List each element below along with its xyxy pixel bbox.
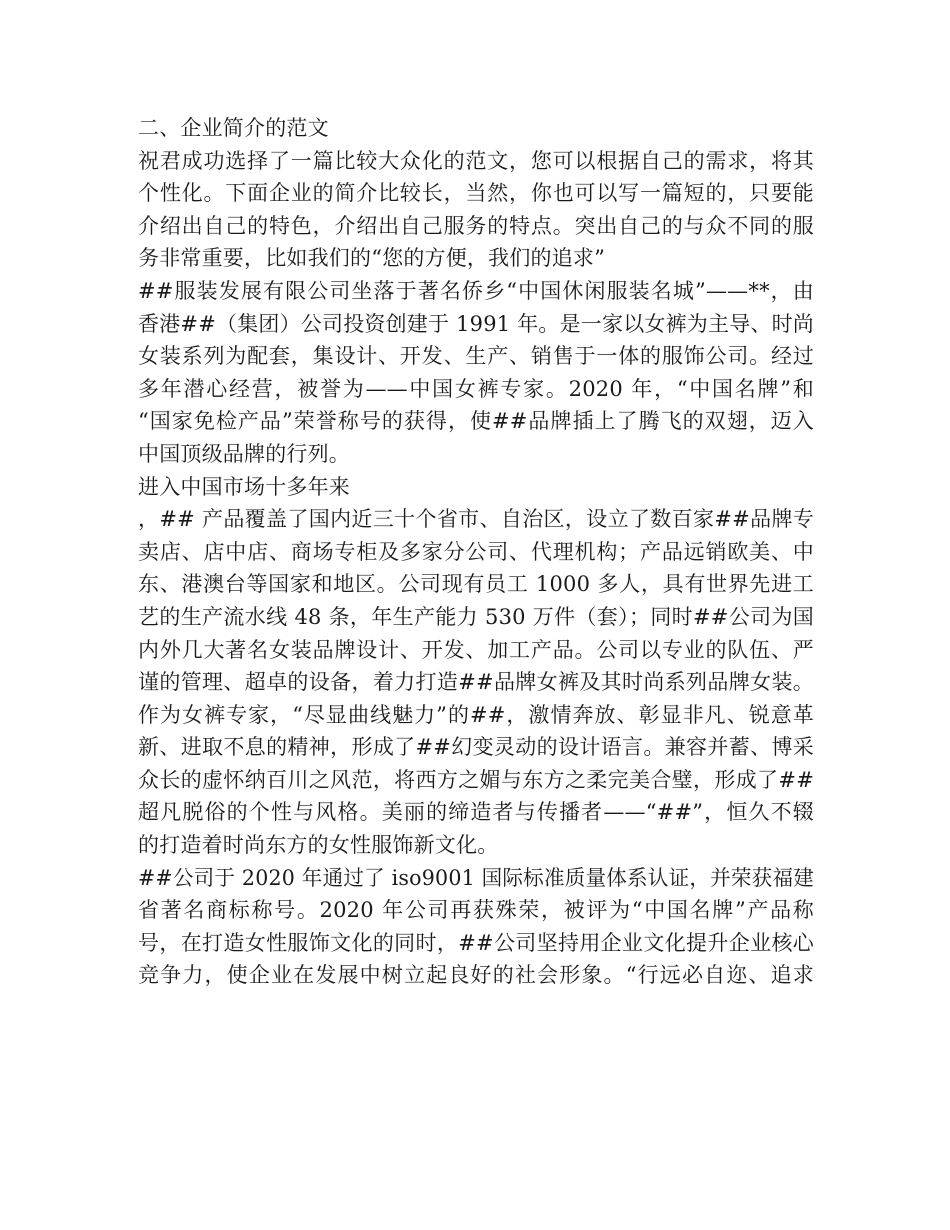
text-line: 号，在打造女性服饰文化的同时，##公司坚持用企业文化提升企业核心: [138, 930, 814, 955]
text-line: “国家免检产品”荣誉称号的获得，使##品牌插上了腾飞的双翅，迈入: [138, 409, 814, 434]
text-line: 东、港澳台等国家和地区。公司现有员工 1000 多人，具有世界先进工: [138, 572, 814, 597]
document-body: [138, 112, 814, 992]
text-line: ##服装发展有限公司坐落于著名侨乡“中国休闲服装名城”——**，由: [138, 278, 814, 303]
text-line: 艺的生产流水线 48 条，年生产能力 530 万件（套）；同时##公司为国: [138, 604, 814, 629]
text-line: ##公司于 2020 年通过了 iso9001 国际标准质量体系认证，并荣获福建: [138, 865, 814, 890]
text-line: 谨的管理、超卓的设备，着力打造##品牌女裤及其时尚系列品牌女装。: [138, 670, 814, 695]
text-line: 祝君成功选择了一篇比较大众化的范文，您可以根据自己的需求，将其: [138, 148, 814, 173]
text-line: ，## 产品覆盖了国内近三十个省市、自治区，设立了数百家##品牌专: [138, 507, 814, 532]
text-line: 众长的虚怀纳百川之风范，将西方之媚与东方之柔完美合璧，形成了##: [138, 767, 814, 792]
text-line: 个性化。下面企业的简介比较长，当然，你也可以写一篇短的，只要能: [138, 181, 814, 206]
text-line: 多年潜心经营，被誉为——中国女裤专家。2020 年，“中国名牌”和: [138, 376, 814, 401]
text-line: 中国顶级品牌的行列。: [138, 441, 350, 466]
text-line: 竞争力，使企业在发展中树立起良好的社会形象。“行远必自迩、追求: [138, 963, 814, 988]
text-line: 超凡脱俗的个性与风格。美丽的缔造者与传播者——“##”，恒久不辍: [138, 800, 814, 825]
text-line: 香港##（集团）公司投资创建于 1991 年。是一家以女裤为主导、时尚: [138, 311, 814, 336]
text-line: 新、进取不息的精神，形成了##幻变灵动的设计语言。兼容并蓄、博采: [138, 735, 814, 760]
text-line: 女装系列为配套，集设计、开发、生产、销售于一体的服饰公司。经过: [138, 344, 814, 369]
text-line: 务非常重要，比如我们的“您的方便，我们的追求”: [138, 246, 606, 271]
text-line: 介绍出自己的特色，介绍出自己服务的特点。突出自己的与众不同的服: [138, 213, 814, 238]
text-line: 内外几大著名女装品牌设计、开发、加工产品。公司以专业的队伍、严: [138, 637, 814, 662]
text-line: 卖店、店中店、商场专柜及多家分公司、代理机构；产品远销欧美、中: [138, 539, 814, 564]
text-line: 作为女裤专家，“尽显曲线魅力”的##，激情奔放、彰显非凡、锐意革: [138, 702, 814, 727]
text-line: 进入中国市场十多年来: [138, 474, 350, 499]
section-heading: 二、企业简介的范文: [138, 116, 329, 140]
text-line: 省著名商标称号。2020 年公司再获殊荣，被评为“中国名牌”产品称: [138, 898, 814, 923]
text-line: 的打造着时尚东方的女性服饰新文化。: [138, 833, 499, 858]
